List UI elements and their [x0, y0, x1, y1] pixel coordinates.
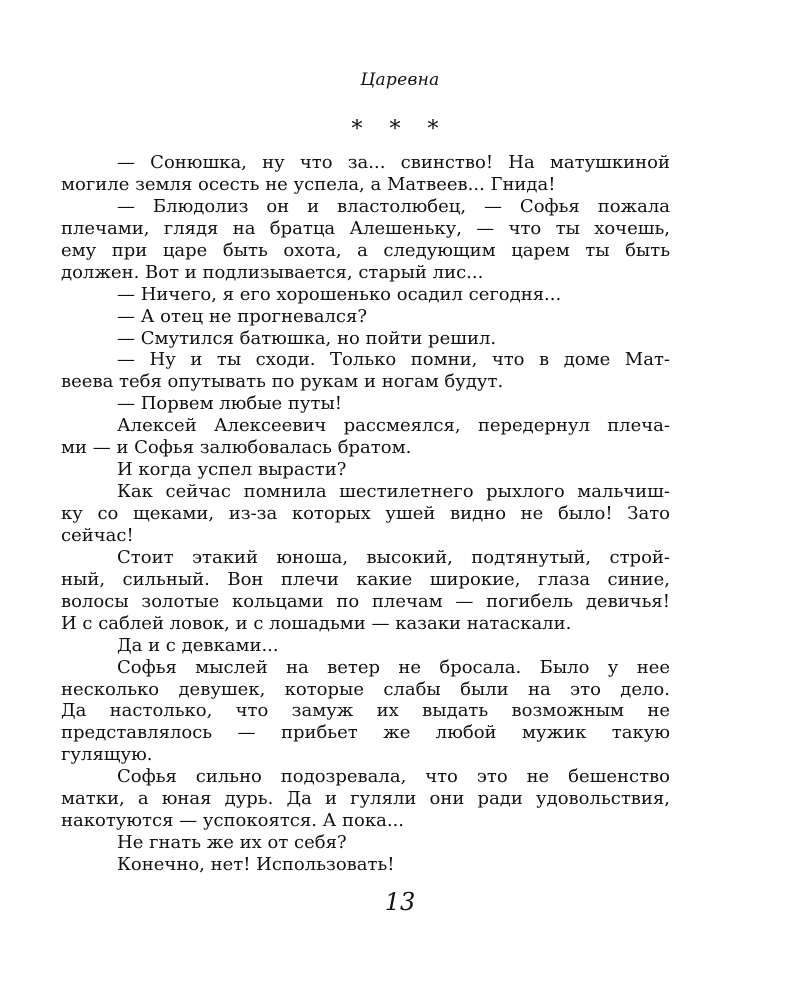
text-line: могиле земля осесть не успела, а Матвеев... Гнида!: [61, 173, 556, 195]
text-line: — Ну и ты сходи. Только помни, что в доме Мат-: [117, 349, 670, 371]
text-line: Не гнать же их от себя?: [117, 832, 347, 854]
text-line: Да и с девками...: [117, 634, 279, 656]
text-line: — А отец не прогневался?: [117, 305, 368, 327]
text-line: плечами, глядя на братца Алешеньку, — что ты хочешь,: [61, 217, 670, 239]
text-line: волосы золотые кольцами по плечам — погибель девичья!: [61, 590, 670, 612]
text-line: И с саблей ловок, и с лошадьми — казаки натаскали.: [61, 612, 572, 634]
text-line: Софья мыслей на ветер не бросала. Было у нее: [117, 656, 670, 678]
text-line: представлялось — прибьет же любой мужик такую: [61, 722, 670, 744]
text-line: — Блюдолиз он и властолюбец, — Софья пожала: [117, 195, 670, 217]
text-line: матки, а юная дурь. Да и гуляли они ради удовольствия,: [61, 788, 670, 810]
text-line: ный, сильный. Вон плечи какие широкие, глаза синие,: [61, 568, 670, 590]
text-line: Софья сильно подозревала, что это не бешенство: [117, 766, 670, 788]
text-line: накотуются — успокоятся. А пока...: [61, 810, 404, 832]
text-line: сейчас!: [61, 524, 134, 546]
text-line: должен. Вот и подлизывается, старый лис...: [61, 261, 484, 283]
body-text: [61, 152, 670, 876]
text-line: Алексей Алексеевич рассмеялся, передернул плеча-: [117, 415, 670, 437]
running-head: Царевна: [360, 70, 440, 90]
page-number: 13: [384, 888, 416, 916]
text-line: гулящую.: [61, 744, 153, 766]
text-line: Да настолько, что замуж их выдать возможным не: [61, 700, 670, 722]
text-line: — Порвем любые путы!: [117, 393, 343, 415]
section-separator: * * *: [351, 117, 449, 142]
text-line: Как сейчас помнила шестилетнего рыхлого мальчиш-: [117, 481, 670, 503]
text-line: Конечно, нет! Использовать!: [117, 854, 395, 875]
text-line: Стоит этакий юноша, высокий, подтянутый, строй-: [117, 546, 670, 568]
text-line: веева тебя опутывать по рукам и ногам будут.: [61, 371, 504, 393]
text-line: ему при царе быть охота, а следующим царем ты быть: [61, 239, 670, 261]
text-line: ку со щеками, из-за которых ушей видно не было! Зато: [61, 503, 670, 524]
text-line: — Ничего, я его хорошенько осадил сегодня...: [117, 283, 562, 305]
text-line: — Сонюшка, ну что за... свинство! На матушкиной: [117, 152, 670, 173]
text-line: ми — и Софья залюбовалась братом.: [61, 437, 412, 459]
text-line: несколько девушек, которые слабы были на это дело.: [61, 678, 670, 700]
text-line: — Смутился батюшка, но пойти решил.: [117, 327, 497, 349]
text-line: И когда успел вырасти?: [117, 459, 347, 481]
